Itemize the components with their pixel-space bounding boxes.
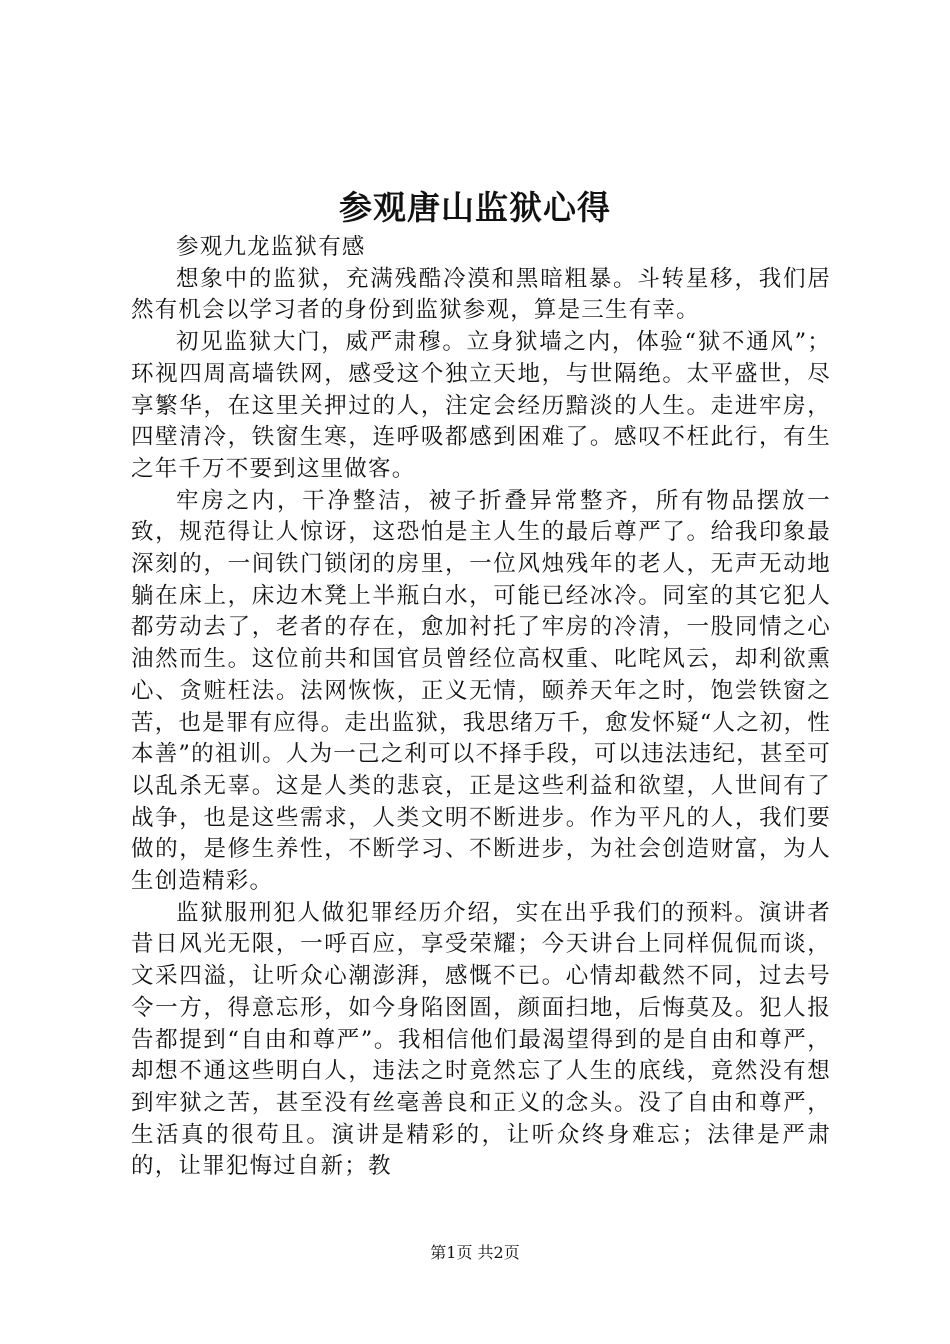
document-subtitle: 参观九龙监狱有感	[176, 234, 366, 260]
document-body	[131, 232, 831, 1183]
paragraph-1: 想象中的监狱，充满残酷冷漠和黑暗粗暴。斗转星移，我们居然有机会以学习者的身份到监狱参观，算是三生有幸。	[131, 265, 831, 324]
paragraph-3: 牢房之内，干净整洁，被子折叠异常整齐，所有物品摆放一致，规范得让人惊讶，这恐怕是主人生的最后尊严了。给我印象最深刻的，一间铁门锁闭的房里，一位风烛残年的老人，无声无动地躺在床上，床边木凳上半瓶白水，可能已经冰冷。同室的其它犯人都劳动去了，老者的存在，愈加衬托了牢房的冷清，一股同情之心油然而生。这位前共和国官员曾经位高权重、叱咤风云，却利欲熏心、贪赃枉法。法网恢恢，正义无情，颐养天年之时，饱尝铁窗之苦，也是罪有应得。走出监狱，我思绪万千，愈发怀疑“人之初，性本善”的祖训。人为一己之利可以不择手段，可以违法违纪，甚至可以乱杀无辜。这是人类的悲哀，正是这些利益和欲望，人世间有了战争，也是这些需求，人类文明不断进步。作为平凡的人，我们要做的，是修生养性，不断学习、不断进步，为社会创造财富，为人生创造精彩。	[131, 487, 832, 895]
document-title: 参观唐山监狱心得	[339, 188, 611, 227]
paragraph-4: 监狱服刑犯人做犯罪经历介绍，实在出乎我们的预料。演讲者昔日风光无限，一呼百应，享受荣耀；今天讲台上同样侃侃而谈，文采四溢，让听众心潮澎湃，感慨不已。心情却截然不同，过去号令一方，得意忘形，如今身陷囹圄，颜面扫地，后悔莫及。犯人报告都提到“自由和尊严”。我相信他们最渴望得到的是自由和尊严，却想不通这些明白人，违法之时竟然忘了人生的底线，竟然没有想到牢狱之苦，甚至没有丝毫善良和正义的念头。没了自由和尊严，生活真的很苟且。演讲是精彩的，让听众终身难忘；法律是严肃的，让罪犯悔过自新；教	[131, 899, 831, 1180]
paragraph-2: 初见监狱大门，威严肃穆。立身狱墙之内，体验“狱不通风”；环视四周高墙铁网，感受这个独立天地，与世隔绝。太平盛世，尽享繁华，在这里关押过的人，注定会经历黯淡的人生。走进牢房，四壁清冷，铁窗生寒，连呼吸都感到困难了。感叹不枉此行，有生之年千万不要到这里做客。	[131, 329, 831, 482]
page-footer: 第1页 共2页	[430, 1243, 520, 1262]
